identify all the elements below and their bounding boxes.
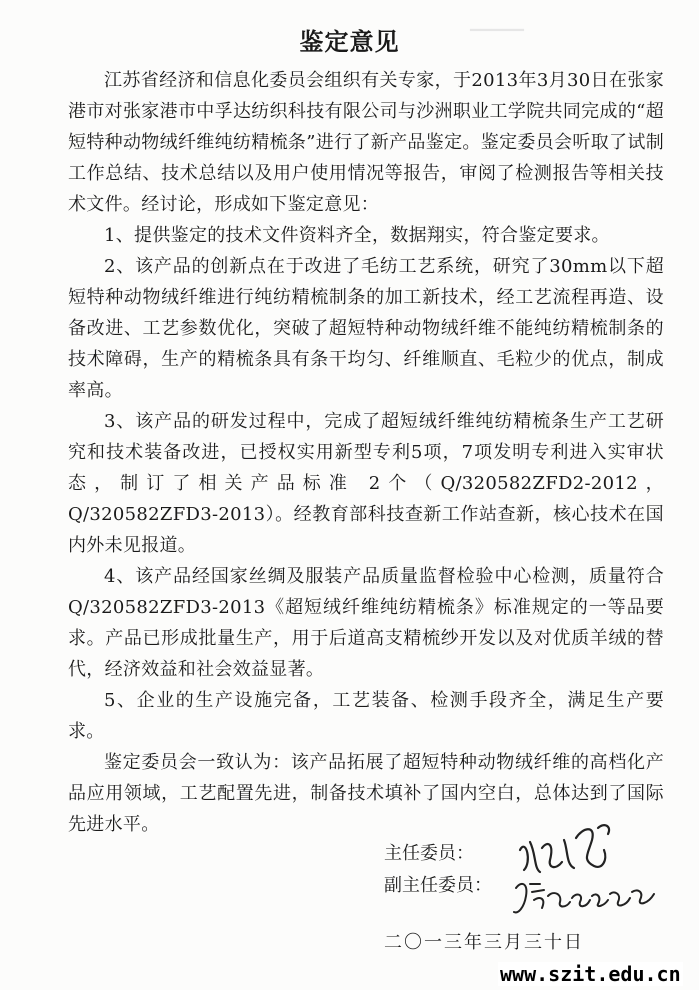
vice-chair-label: 副主任委员： bbox=[384, 875, 492, 896]
opinion-item-3: 3、该产品的研发过程中，完成了超短绒纤维纯纺精梳条生产工艺研究和技术装备改进，已授权实用新型专利5项，7项发明专利进入实审状态，制订了相关产品标准 2个（Q/320582ZFD2-2012，Q/320582ZFD3-2013）。经教育部科技查新工作站查新，核心技术在国内外未见报道。 bbox=[68, 411, 664, 556]
opinion-item-5: 5、企业的生产设施完备，工艺装备、检测手段齐全，满足生产要求。 bbox=[68, 690, 664, 742]
chair-label: 主任委员： bbox=[384, 843, 474, 864]
opinion-item-1: 1、提供鉴定的技术文件资料齐全，数据翔实，符合鉴定要求。 bbox=[104, 225, 610, 246]
vice-chair-handwritten-signature bbox=[510, 874, 660, 918]
vice-chair-signature-row bbox=[384, 870, 684, 902]
signature-block bbox=[384, 838, 684, 902]
conclusion-paragraph: 鉴定委员会一致认为：该产品拓展了超短特种动物绒纤维的高档化产品应用领域，工艺配置先进，制备技术填补了国内空白，总体达到了国际先进水平。 bbox=[68, 752, 664, 835]
page-title: 鉴定意见 bbox=[299, 28, 400, 56]
opinion-item-4: 4、该产品经国家丝绸及服装产品质量监督检验中心检测，质量符合Q/320582ZFD3-2013《超短绒纤维纯纺精梳条》标准规定的一等品要求。产品已形成批量生产，用于后道高支精梳纱开发以及对优质羊绒的替代，经济效益和社会效益显著。 bbox=[68, 566, 664, 680]
opinion-item-2: 2、该产品的创新点在于改进了毛纺工艺系统，研究了30mm以下超短特种动物绒纤维进行纯纺精梳制条的加工新技术，经工艺流程再造、设备改进、工艺参数优化，突破了超短特种动物绒纤维不能纯纺精梳制条的技术障碍，生产的精梳条具有条干均匀、纤维顺直、毛粒少的优点，制成率高。 bbox=[68, 256, 664, 401]
chair-signature-row bbox=[384, 838, 684, 870]
intro-paragraph: 江苏省经济和信息化委员会组织有关专家，于2013年3月30日在张家港市对张家港市中孚达纺织科技有限公司与沙洲职业工学院共同完成的“超短特种动物绒纤维纯纺精梳条”进行了新产品鉴定。鉴定委员会听取了试制工作总结、技术总结以及用户使用情况等报告，审阅了检测报告等相关技术文件。经讨论，形成如下鉴定意见： bbox=[68, 70, 664, 215]
document-date: 二〇一三年三月三十日 bbox=[384, 932, 584, 953]
bleed-through-mark: ▔▔▔▔▔ bbox=[470, 30, 524, 46]
opinion-body bbox=[68, 65, 664, 840]
site-watermark: www.szit.edu.cn bbox=[500, 962, 681, 986]
